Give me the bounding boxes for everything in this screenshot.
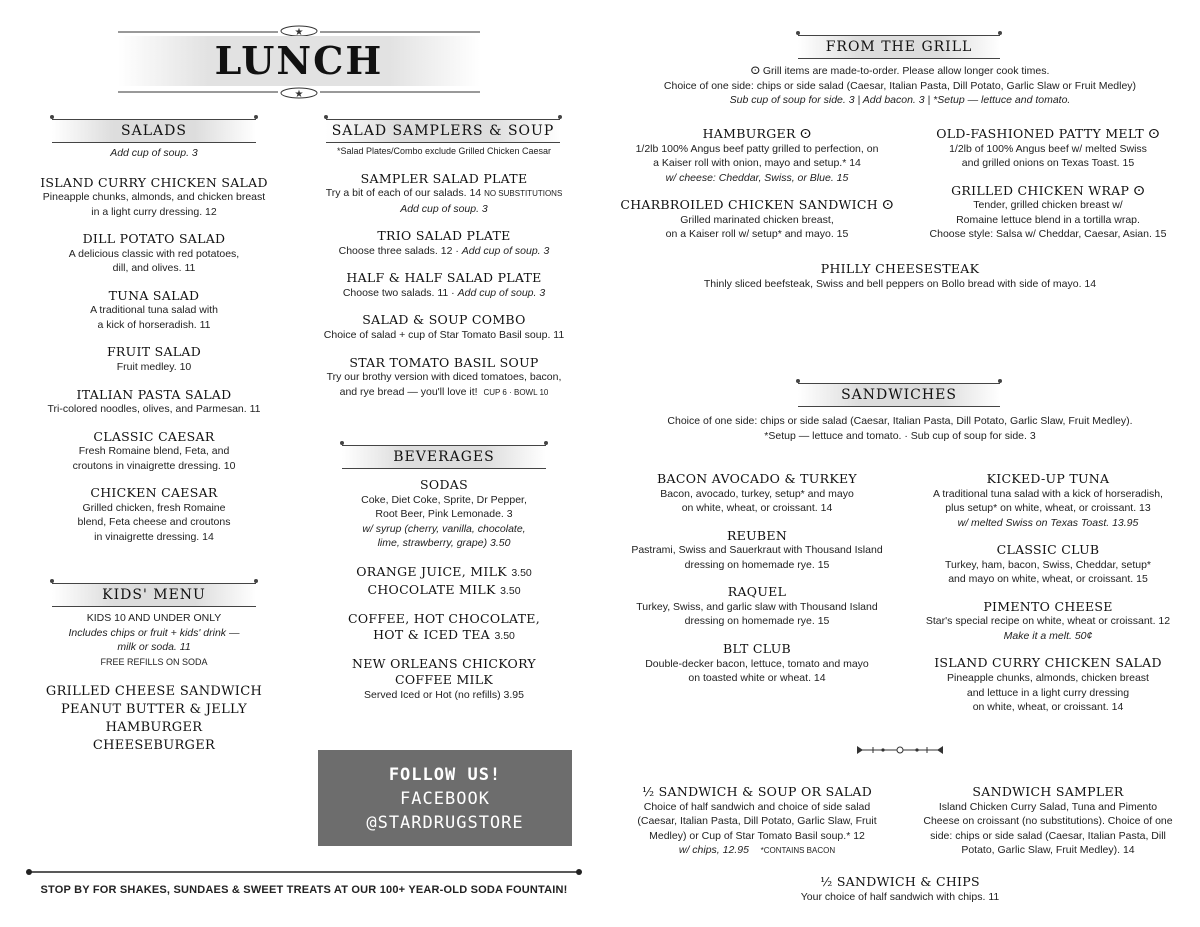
menu-item: KICKED-UP TUNA A traditional tuna salad with a kick of horseradish, plus setup* on white, wheat, or croissant. 13 w/ melted Swiss on Texas Toast. 13.95: [933, 471, 1163, 529]
footer-text: STOP BY FOR SHAKES, SUNDAES & SWEET TREATS AT OUR 100+ YEAR-OLD SODA FOUNTAIN!: [40, 884, 568, 896]
svg-text:★: ★: [294, 89, 304, 100]
grill-intro: ⵙ Grill items are made-to-order. Please allow longer cook times. Choice of one side: chips or side salad (Caesar, Italian Pasta, Dill Potato, Garlic Slaw or Fruit Medley) Sub cup of soup for side. 3 | Add bacon. 3 | *Setup — lettuce and tomato.: [663, 65, 1137, 106]
grill-icon: ⵙ: [750, 65, 760, 77]
menu-item: HAMBURGER ⵙ 1/2lb 100% Angus beef patty grilled to perfection, on a Kaiser roll with onion, mayo and setup.* 14 w/ cheese: Cheddar, Swiss, or Blue. 15: [635, 126, 879, 184]
kids-item: CHEESEBURGER: [92, 738, 216, 753]
menu-item: NEW ORLEANS CHICKORY COFFEE MILK Served Iced or Hot (no refills) 3.95: [352, 656, 536, 701]
menu-item: CHARBROILED CHICKEN SANDWICH ⵙ Grilled marinated chicken breast, on a Kaiser roll w/ setup* and mayo. 15: [620, 197, 894, 241]
sandwiches-intro: Choice of one side: chips or side salad (Caesar, Italian Pasta, Dill Potato, Garlic Slaw, Fruit Medley). *Setup — lettuce and tomato. · Sub cup of soup for side. 3: [667, 415, 1133, 442]
sandwiches-right-column: [910, 471, 1186, 727]
kids-menu-column: KIDS 10 AND UNDER ONLY Includes chips or fruit + kids' drink — milk or soda. 11 FREE REFILLS ON SODA GRILLED CHEESE SANDWICH PEANUT BUTTER & JELLY HAMBURGER CHEESEBURGER: [36, 611, 272, 755]
menu-item: ITALIAN PASTA SALAD Tri-colored noodles, olives, and Parmesan. 11: [47, 386, 261, 416]
grill-icon: ⵙ: [1133, 182, 1145, 198]
sandwiches-heading: SANDWICHES: [798, 383, 1000, 407]
page-title: LUNCH: [214, 38, 384, 83]
menu-item: CLASSIC CAESAR Fresh Romaine blend, Feta, and croutons in vinaigrette dressing. 10: [72, 428, 236, 472]
beverages-heading: BEVERAGES: [342, 445, 546, 469]
facebook-link[interactable]: FACEBOOK: [400, 789, 490, 809]
menu-item: STAR TOMATO BASIL SOUP Try our brothy version with diced tomatoes, bacon, and rye bread — you'll love it! CUP 6 · BOWL 10: [326, 354, 562, 398]
menu-item: SAMPLER SALAD PLATE Try a bit of each of our salads. 14 NO SUBSTITUTIONS Add cup of soup. 3: [325, 170, 563, 215]
menu-item: BLT CLUB Double-decker bacon, lettuce, tomato and mayo on toasted white or wheat. 14: [645, 640, 869, 684]
menu-item: HALF & HALF SALAD PLATE Choose two salads. 11 · Add cup of soup. 3: [342, 270, 546, 299]
sandwich-sampler-item: SANDWICH SAMPLER Island Chicken Curry Salad, Tuna and Pimento Cheese on croissant (no substitutions). Choice of one side: chips or side salad (Caesar, Italian Pasta, Dill Potato, Garlic Slaw, Fruit Medley). 14: [923, 784, 1173, 857]
menu-item: GRILLED CHICKEN WRAP ⵙ Tender, grilled chicken breast w/ Romaine lettuce blend in a tortilla wrap. Choose style: Salsa w/ Cheddar, Caesar, Asian. 15: [929, 182, 1167, 241]
grill-icon: ⵙ: [882, 197, 894, 213]
menu-item: FRUIT SALAD Fruit medley. 10: [106, 344, 202, 373]
divider-ornament-icon: [855, 744, 945, 756]
menu-item: PIMENTO CHEESE Star's special recipe on white, wheat or croissant. 12 Make it a melt. 50¢: [925, 598, 1171, 642]
grill-left-column: [612, 126, 902, 254]
menu-item: ISLAND CURRY CHICKEN SALAD Pineapple chunks, almonds, chicken breast and lettuce in a light curry dressing on white, wheat, or croissant. 14: [934, 655, 1162, 713]
grill-right-column: [910, 126, 1186, 254]
menu-item: SODAS Coke, Diet Coke, Sprite, Dr Pepper, Root Beer, Pink Lemonade. 3 w/ syrup (cherry, vanilla, chocolate, lime, strawberry, grape) 3.50: [361, 477, 527, 550]
svg-text:★: ★: [294, 27, 304, 36]
grill-icon: ⵙ: [799, 126, 812, 141]
sandwiches-left-column: [612, 471, 902, 698]
salads-heading: SALADS: [52, 119, 256, 143]
kids-menu-heading: KIDS' MENU: [52, 583, 256, 607]
samplers-heading: SALAD SAMPLERS & SOUP: [326, 119, 560, 143]
menu-item: OLD-FASHIONED PATTY MELT ⵙ 1/2lb of 100% Angus beef w/ melted Swiss and grilled onions on Texas Toast. 15: [936, 126, 1160, 170]
menu-item: CHICKEN CAESAR Grilled chicken, fresh Romaine blend, Feta cheese and croutons in vinaigrette dressing. 14: [77, 485, 231, 543]
ornament-top-icon: [118, 24, 480, 36]
samplers-column: *Salad Plates/Combo exclude Grilled Chicken Caesar SAMPLER SALAD PLATE Try a bit of each of our salads. 14 NO SUBSTITUTIONS Add cup of soup. 3 TRIO SALAD PLATE Choose three salads. 12 · Add cup of soup. 3 HALF & HALF SALAD PLATE Choose two salads. 11 · Add cup of soup. 3 SALAD & SOUP COMBO Choice of salad + cup of Star Tomato Basil soup. 11 STAR TOMATO BASIL SOUP Try our brothy version with diced tomatoes, bacon, and rye bread — you'll love it! CUP 6 · BOWL 10: [316, 144, 572, 412]
lunch-title-block: [118, 24, 480, 100]
menu-item: SALAD & SOUP COMBO Choice of salad + cup of Star Tomato Basil soup. 11: [323, 312, 565, 341]
menu-item: ORANGE JUICE, MILK 3.50 CHOCOLATE MILK 3.50: [356, 563, 532, 597]
menu-item: RAQUEL Turkey, Swiss, and garlic slaw with Thousand Island dressing on homemade rye. 15: [636, 584, 878, 628]
ornament-bottom-icon: [118, 86, 480, 100]
footer-divider: [26, 868, 582, 876]
kids-item: HAMBURGER: [105, 720, 203, 735]
menu-item: REUBEN Pastrami, Swiss and Sauerkraut with Thousand Island dressing on homemade rye. 15: [631, 527, 883, 571]
half-sandwich-chips-item: ½ SANDWICH & CHIPS Your choice of half sandwich with chips. 11: [800, 874, 1000, 903]
menu-item: BACON AVOCADO & TURKEY Bacon, avocado, turkey, setup* and mayo on white, wheat, or croissant. 14: [657, 471, 857, 515]
salads-note: Add cup of soup. 3: [110, 147, 198, 159]
beverages-column: [316, 477, 572, 714]
kids-item: PEANUT BUTTER & JELLY: [61, 702, 247, 717]
follow-us-box: FOLLOW US! FACEBOOK @STARDRUGSTORE: [318, 750, 572, 846]
grill-philly: PHILLY CHEESESTEAK Thinly sliced beefsteak, Swiss and bell peppers on Bollo bread with side of mayo. 14: [703, 261, 1097, 290]
menu-item: CLASSIC CLUB Turkey, ham, bacon, Swiss, Cheddar, setup* and mayo on white, wheat, or croissant. 15: [944, 542, 1152, 586]
menu-item: COFFEE, HOT CHOCOLATE, HOT & ICED TEA 3.50: [347, 610, 541, 643]
grill-heading: FROM THE GRILL: [798, 35, 1000, 59]
grill-icon: ⵙ: [1148, 126, 1160, 141]
half-sandwich-soup-item: ½ SANDWICH & SOUP OR SALAD Choice of half sandwich and choice of side salad (Caesar, Italian Pasta, Dill Potato, Garlic Slaw, Fruit Medley) or Cup of Star Tomato Basil soup.* 12 w/ chips, 12.95 *CONTAINS BACON: [637, 784, 877, 857]
menu-item: ISLAND CURRY CHICKEN SALAD Pineapple chunks, almonds, and chicken breast in a light curry dressing. 12: [40, 174, 268, 218]
menu-item: TUNA SALAD A traditional tuna salad with a kick of horseradish. 11: [90, 287, 218, 331]
menu-item: TRIO SALAD PLATE Choose three salads. 12 · Add cup of soup. 3: [338, 228, 550, 257]
salads-column: [36, 146, 272, 556]
menu-item: DILL POTATO SALAD A delicious classic with red potatoes, dill, and olives. 11: [68, 231, 240, 275]
handle-link[interactable]: @STARDRUGSTORE: [366, 813, 524, 833]
kids-item: GRILLED CHEESE SANDWICH: [45, 684, 263, 699]
